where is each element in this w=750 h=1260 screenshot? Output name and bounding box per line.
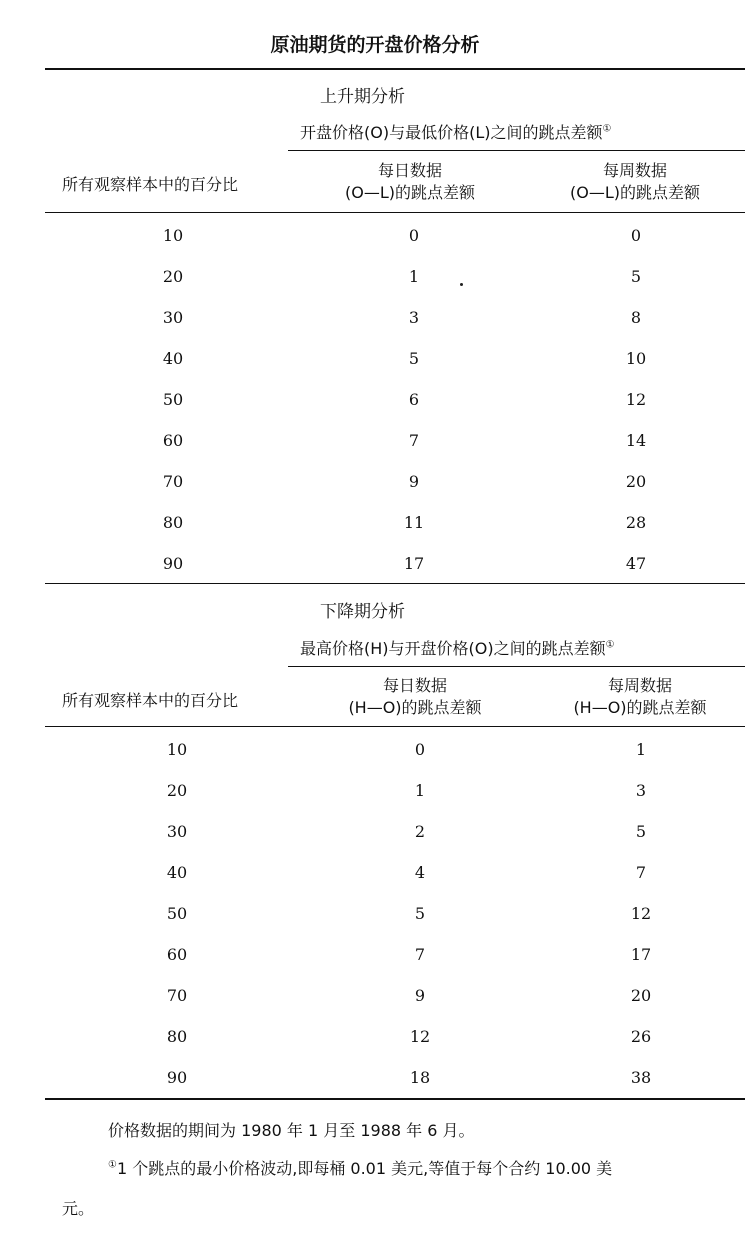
table-row (0, 349, 750, 389)
mid-rule (45, 583, 745, 584)
cell-daily: 1 (414, 781, 426, 800)
tick-note-continued: 元。 (62, 1199, 95, 1218)
table-row (0, 308, 750, 348)
cell-weekly: 3 (635, 781, 647, 800)
cell-weekly: 7 (635, 863, 647, 882)
cell-daily: 0 (408, 226, 420, 245)
up-section-title: 上升期分析 (320, 87, 405, 107)
up-header-rule (45, 212, 745, 213)
footnote-mark: ① (605, 639, 615, 651)
down-daily-header: 每日数据 (H—O)的跳点差额 (348, 676, 482, 717)
cell-pct: 70 (162, 472, 184, 491)
down-span-header: 最高价格(H)与开盘价格(O)之间的跳点差额① (300, 639, 615, 658)
cell-weekly: 12 (630, 904, 652, 923)
cell-daily: 7 (414, 945, 426, 964)
cell-pct: 40 (166, 863, 188, 882)
footnote-mark: ① (602, 123, 612, 135)
stray-dot (460, 283, 463, 286)
cell-daily: 4 (414, 863, 426, 882)
down-row-label-header: 所有观察样本中的百分比 (62, 691, 239, 710)
table-row (0, 267, 750, 307)
cell-pct: 30 (166, 822, 188, 841)
cell-pct: 90 (162, 554, 184, 573)
cell-daily: 0 (414, 740, 426, 759)
table-row (0, 1068, 750, 1108)
cell-weekly: 20 (625, 472, 647, 491)
cell-pct: 50 (162, 390, 184, 409)
table-row (0, 226, 750, 266)
table-row (0, 740, 750, 780)
cell-pct: 80 (162, 513, 184, 532)
cell-daily: 9 (408, 472, 420, 491)
bottom-rule (45, 1098, 745, 1100)
table-row (0, 1027, 750, 1067)
cell-weekly: 5 (635, 822, 647, 841)
cell-pct: 90 (166, 1068, 188, 1087)
up-weekly-header: 每周数据 (O—L)的跳点差额 (570, 161, 700, 202)
cell-daily: 5 (414, 904, 426, 923)
table-row (0, 781, 750, 821)
tick-note: ①1 个跳点的最小价格波动,即每桶 0.01 美元,等值于每个合约 10.00 美 (108, 1159, 613, 1178)
cell-weekly: 38 (630, 1068, 652, 1087)
cell-pct: 30 (162, 308, 184, 327)
cell-weekly: 14 (625, 431, 647, 450)
table-row (0, 390, 750, 430)
cell-daily: 1 (408, 267, 420, 286)
table-row (0, 945, 750, 985)
table-row (0, 554, 750, 594)
table-row (0, 863, 750, 903)
cell-weekly: 8 (630, 308, 642, 327)
down-section-title: 下降期分析 (320, 602, 405, 622)
cell-pct: 20 (162, 267, 184, 286)
cell-pct: 60 (166, 945, 188, 964)
up-row-label-header: 所有观察样本中的百分比 (62, 175, 239, 194)
cell-daily: 6 (408, 390, 420, 409)
cell-pct: 10 (166, 740, 188, 759)
cell-daily: 17 (403, 554, 425, 573)
cell-daily: 7 (408, 431, 420, 450)
cell-pct: 10 (162, 226, 184, 245)
cell-pct: 80 (166, 1027, 188, 1046)
cell-weekly: 26 (630, 1027, 652, 1046)
cell-daily: 2 (414, 822, 426, 841)
top-rule (45, 68, 745, 70)
table-row (0, 472, 750, 512)
cell-pct: 20 (166, 781, 188, 800)
footnote-mark: ① (108, 1159, 117, 1171)
cell-daily: 18 (409, 1068, 431, 1087)
cell-weekly: 20 (630, 986, 652, 1005)
up-daily-header: 每日数据 (O—L)的跳点差额 (345, 161, 475, 202)
period-note: 价格数据的期间为 1980 年 1 月至 1988 年 6 月。 (108, 1121, 475, 1140)
cell-weekly: 10 (625, 349, 647, 368)
cell-weekly: 47 (625, 554, 647, 573)
cell-pct: 40 (162, 349, 184, 368)
table-row (0, 986, 750, 1026)
cell-daily: 9 (414, 986, 426, 1005)
cell-pct: 70 (166, 986, 188, 1005)
table-row (0, 904, 750, 944)
cell-weekly: 12 (625, 390, 647, 409)
up-span-rule (288, 150, 745, 151)
down-weekly-header: 每周数据 (H—O)的跳点差额 (573, 676, 707, 717)
table-row (0, 431, 750, 471)
cell-weekly: 28 (625, 513, 647, 532)
cell-pct: 60 (162, 431, 184, 450)
cell-weekly: 0 (630, 226, 642, 245)
down-span-rule (288, 666, 745, 667)
table-row (0, 822, 750, 862)
cell-pct: 50 (166, 904, 188, 923)
cell-weekly: 5 (630, 267, 642, 286)
table-row (0, 513, 750, 553)
cell-daily: 5 (408, 349, 420, 368)
cell-daily: 12 (409, 1027, 431, 1046)
cell-weekly: 17 (630, 945, 652, 964)
table-title: 原油期货的开盘价格分析 (270, 34, 480, 56)
cell-daily: 3 (408, 308, 420, 327)
down-header-rule (45, 726, 745, 727)
cell-daily: 11 (403, 513, 425, 532)
cell-weekly: 1 (635, 740, 647, 759)
up-span-header: 开盘价格(O)与最低价格(L)之间的跳点差额① (300, 123, 612, 142)
